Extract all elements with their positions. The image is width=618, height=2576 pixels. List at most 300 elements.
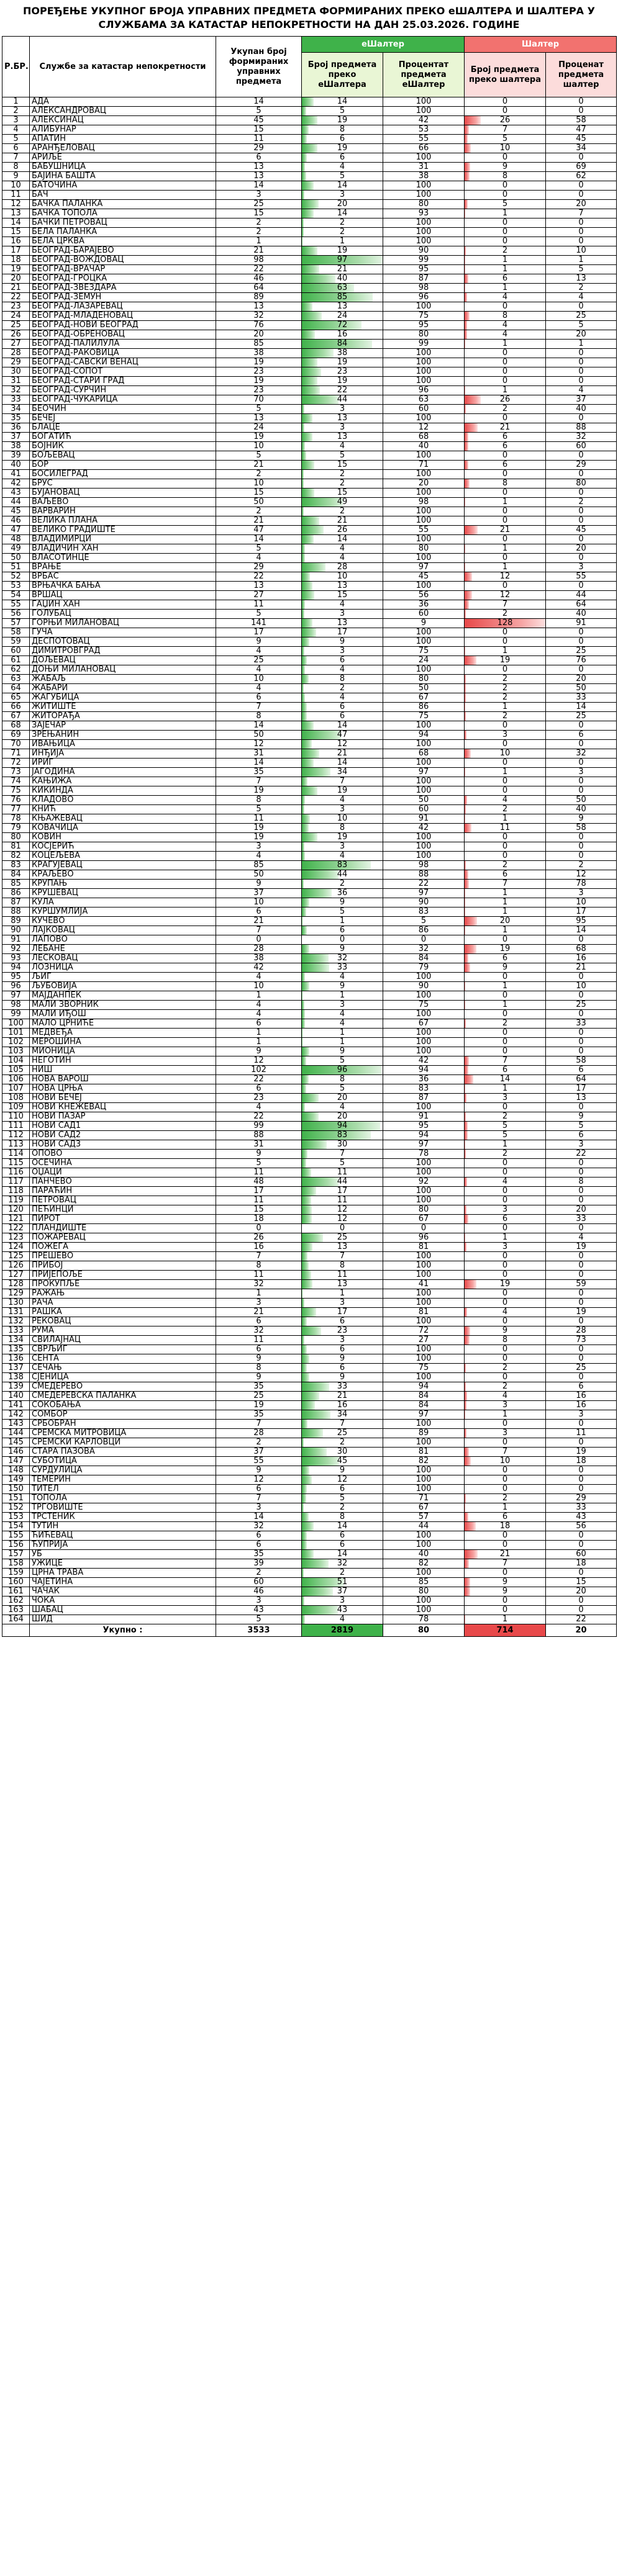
header-group-shalter: Шалтер	[465, 37, 617, 53]
row-s-pct: 7	[546, 209, 617, 218]
s-databar	[465, 917, 477, 925]
row-s-count: 2	[465, 246, 546, 256]
row-e-count: 21	[302, 516, 383, 526]
e-databar	[302, 181, 314, 190]
row-total: 10	[216, 675, 302, 684]
table-row	[2, 600, 617, 610]
row-rb: 101	[2, 1029, 30, 1038]
row-e-pct: 97	[383, 1410, 465, 1420]
row-total: 9	[216, 1354, 302, 1364]
row-s-pct: 5	[546, 321, 617, 330]
row-service: БАЧ	[30, 191, 216, 200]
e-databar	[302, 563, 325, 572]
row-rb: 80	[2, 833, 30, 842]
row-s-count: 0	[465, 777, 546, 786]
row-e-pct: 20	[383, 479, 465, 489]
row-total: 18	[216, 1215, 302, 1224]
e-databar	[302, 1299, 304, 1307]
row-rb: 18	[2, 256, 30, 265]
row-e-count: 19	[302, 377, 383, 386]
row-rb: 151	[2, 1494, 30, 1503]
row-e-pct: 84	[383, 1392, 465, 1401]
row-s-count: 5	[465, 1122, 546, 1131]
row-service: КЛАДОВО	[30, 796, 216, 805]
row-e-count: 14	[302, 97, 383, 107]
e-databar	[302, 1280, 312, 1289]
row-service: БУЈАНОВАЦ	[30, 489, 216, 498]
row-total: 5	[216, 451, 302, 461]
row-total: 1	[216, 1289, 302, 1299]
e-databar	[302, 684, 304, 693]
row-service: ПРИБОЈ	[30, 1261, 216, 1271]
s-databar	[465, 144, 471, 153]
table-row	[2, 1056, 617, 1066]
table-row	[2, 1187, 617, 1196]
row-e-count: 19	[302, 833, 383, 842]
row-s-pct: 0	[546, 228, 617, 237]
row-s-count: 21	[465, 1550, 546, 1559]
row-rb: 44	[2, 498, 30, 507]
row-service: БЕОГРАД-ОБРЕНОВАЦ	[30, 330, 216, 340]
row-s-pct: 0	[546, 991, 617, 1001]
row-rb: 135	[2, 1345, 30, 1354]
row-rb: 13	[2, 209, 30, 218]
row-service: ВЛАДИМИРЦИ	[30, 535, 216, 544]
row-e-pct: 100	[383, 740, 465, 749]
e-databar	[302, 302, 312, 311]
row-total: 6	[216, 693, 302, 703]
row-total: 25	[216, 1392, 302, 1401]
row-total: 4	[216, 1103, 302, 1112]
row-rb: 153	[2, 1513, 30, 1522]
row-s-count: 0	[465, 1159, 546, 1168]
row-service: КРАГУЈЕВАЦ	[30, 861, 216, 870]
row-total: 19	[216, 1401, 302, 1410]
row-e-pct: 84	[383, 954, 465, 963]
row-s-count: 2	[465, 684, 546, 693]
row-s-pct: 4	[546, 293, 617, 302]
row-e-pct: 100	[383, 1438, 465, 1448]
row-rb: 9	[2, 172, 30, 181]
table-row	[2, 479, 617, 489]
row-s-count: 0	[465, 1187, 546, 1196]
row-s-pct: 0	[546, 97, 617, 107]
s-databar	[465, 321, 467, 330]
row-s-count: 8	[465, 172, 546, 181]
row-s-count: 0	[465, 1373, 546, 1382]
row-s-count: 2	[465, 1019, 546, 1029]
table-row	[2, 675, 617, 684]
e-databar	[302, 721, 314, 730]
s-databar	[465, 1150, 466, 1158]
s-databar	[465, 1550, 478, 1559]
row-s-count: 4	[465, 330, 546, 340]
row-rb: 91	[2, 935, 30, 945]
s-databar	[465, 1448, 469, 1456]
row-s-count: 6	[465, 433, 546, 442]
e-databar	[302, 1485, 307, 1493]
row-service: ПАНЧЕВО	[30, 1178, 216, 1187]
row-service: МЕДВЕЂА	[30, 1029, 216, 1038]
row-e-count: 44	[302, 1178, 383, 1187]
row-rb: 41	[2, 470, 30, 479]
row-rb: 31	[2, 377, 30, 386]
row-e-count: 3	[302, 1001, 383, 1010]
row-total: 11	[216, 814, 302, 824]
row-service: БОСИЛЕГРАД	[30, 470, 216, 479]
row-rb: 10	[2, 181, 30, 191]
table-row	[2, 265, 617, 274]
e-databar	[302, 489, 314, 497]
row-s-count: 4	[465, 321, 546, 330]
e-databar	[302, 1243, 312, 1251]
row-rb: 152	[2, 1503, 30, 1513]
row-e-count: 14	[302, 535, 383, 544]
row-rb: 137	[2, 1364, 30, 1373]
s-databar	[465, 1205, 466, 1214]
row-e-count: 5	[302, 107, 383, 116]
row-s-pct: 58	[546, 1056, 617, 1066]
row-e-count: 9	[302, 898, 383, 907]
row-total: 46	[216, 274, 302, 284]
total-row	[2, 1624, 617, 1637]
row-total: 15	[216, 1205, 302, 1215]
row-e-pct: 81	[383, 1308, 465, 1317]
row-e-count: 23	[302, 1326, 383, 1336]
row-total: 6	[216, 153, 302, 163]
row-rb: 14	[2, 218, 30, 228]
row-s-count: 0	[465, 1541, 546, 1550]
row-total: 13	[216, 172, 302, 181]
row-rb: 95	[2, 973, 30, 982]
row-s-count: 0	[465, 451, 546, 461]
row-rb: 136	[2, 1354, 30, 1364]
row-s-pct: 0	[546, 1420, 617, 1429]
row-s-pct: 0	[546, 665, 617, 675]
table-row	[2, 1215, 617, 1224]
row-rb: 115	[2, 1159, 30, 1168]
row-e-count: 1	[302, 1029, 383, 1038]
row-service: ГУЧА	[30, 628, 216, 637]
table-row	[2, 572, 617, 582]
row-e-count: 9	[302, 1373, 383, 1382]
row-rb: 142	[2, 1410, 30, 1420]
table-row	[2, 1503, 617, 1513]
s-databar	[465, 1066, 468, 1074]
row-e-pct: 9	[383, 619, 465, 628]
row-e-count: 1	[302, 917, 383, 926]
row-e-pct: 100	[383, 1596, 465, 1606]
row-s-count: 7	[465, 1448, 546, 1457]
row-s-pct: 0	[546, 1038, 617, 1047]
row-rb: 26	[2, 330, 30, 340]
e-databar	[302, 1215, 312, 1223]
row-total: 27	[216, 591, 302, 600]
row-e-count: 40	[302, 274, 383, 284]
e-databar	[302, 1494, 306, 1503]
row-rb: 123	[2, 1233, 30, 1243]
row-e-count: 25	[302, 1233, 383, 1243]
table-row	[2, 1084, 617, 1094]
table-row	[2, 1233, 617, 1243]
row-s-count: 1	[465, 889, 546, 898]
row-e-count: 1	[302, 237, 383, 246]
table-row	[2, 1019, 617, 1029]
e-databar	[302, 814, 310, 823]
row-total: 10	[216, 982, 302, 991]
row-e-pct: 100	[383, 1047, 465, 1056]
row-rb: 160	[2, 1578, 30, 1587]
row-s-pct: 47	[546, 125, 617, 135]
row-total: 14	[216, 759, 302, 768]
row-e-count: 4	[302, 852, 383, 861]
row-e-count: 6	[302, 703, 383, 712]
row-e-count: 26	[302, 526, 383, 535]
table-row	[2, 1466, 617, 1475]
row-s-count: 0	[465, 935, 546, 945]
row-s-pct: 0	[546, 358, 617, 367]
row-service: НОВА ВАРОШ	[30, 1075, 216, 1084]
table-row	[2, 1196, 617, 1205]
table-row	[2, 1615, 617, 1624]
row-e-count: 83	[302, 1131, 383, 1140]
row-rb: 51	[2, 563, 30, 572]
row-rb: 162	[2, 1596, 30, 1606]
row-e-pct: 91	[383, 1112, 465, 1122]
row-rb: 96	[2, 982, 30, 991]
row-s-pct: 0	[546, 1485, 617, 1494]
e-databar	[302, 824, 309, 832]
s-databar	[465, 600, 469, 609]
row-total: 12	[216, 1475, 302, 1485]
s-databar	[465, 656, 476, 665]
row-e-count: 96	[302, 1066, 383, 1075]
row-e-pct: 96	[383, 386, 465, 395]
row-s-count: 3	[465, 1205, 546, 1215]
row-s-pct: 0	[546, 1159, 617, 1168]
row-e-pct: 0	[383, 1224, 465, 1233]
row-e-count: 6	[302, 135, 383, 144]
table-row	[2, 1010, 617, 1019]
row-s-count: 4	[465, 1308, 546, 1317]
row-s-pct: 20	[546, 1205, 617, 1215]
row-s-count: 4	[465, 1392, 546, 1401]
table-row	[2, 1075, 617, 1084]
row-s-pct: 0	[546, 489, 617, 498]
s-databar	[465, 172, 470, 181]
row-total: 5	[216, 805, 302, 814]
table-row	[2, 1606, 617, 1615]
row-e-pct: 100	[383, 1541, 465, 1550]
row-s-pct: 88	[546, 423, 617, 433]
row-service: РАЧА	[30, 1299, 216, 1308]
e-databar	[302, 796, 305, 804]
row-e-pct: 31	[383, 163, 465, 172]
table-row	[2, 1122, 617, 1131]
row-s-pct: 58	[546, 824, 617, 833]
row-service: АЛЕКСИНАЦ	[30, 116, 216, 125]
row-e-pct: 100	[383, 358, 465, 367]
table-row	[2, 1289, 617, 1299]
row-total: 31	[216, 749, 302, 759]
row-e-count: 36	[302, 889, 383, 898]
row-e-pct: 45	[383, 572, 465, 582]
e-databar	[302, 1541, 307, 1549]
row-service: МЕРОШИНА	[30, 1038, 216, 1047]
e-databar	[302, 1103, 305, 1112]
row-e-pct: 93	[383, 209, 465, 218]
row-e-pct: 100	[383, 582, 465, 591]
table-row	[2, 1429, 617, 1438]
row-rb: 65	[2, 693, 30, 703]
row-total: 35	[216, 768, 302, 777]
row-rb: 69	[2, 731, 30, 740]
row-s-count: 20	[465, 917, 546, 926]
row-total: 32	[216, 1326, 302, 1336]
table-row	[2, 1178, 617, 1187]
row-s-count: 1	[465, 907, 546, 917]
row-total: 1	[216, 991, 302, 1001]
e-databar	[302, 470, 304, 479]
row-e-pct: 53	[383, 125, 465, 135]
row-service: БРУС	[30, 479, 216, 489]
row-rb: 94	[2, 963, 30, 973]
row-service: ГОРЊИ МИЛАНОВАЦ	[30, 619, 216, 628]
s-databar	[465, 433, 468, 441]
row-rb: 164	[2, 1615, 30, 1624]
row-e-pct: 100	[383, 218, 465, 228]
row-s-pct: 9	[546, 1112, 617, 1122]
row-total: 55	[216, 1457, 302, 1466]
row-rb: 62	[2, 665, 30, 675]
e-databar	[302, 805, 304, 814]
row-rb: 93	[2, 954, 30, 963]
s-databar	[465, 1494, 466, 1503]
row-e-count: 28	[302, 563, 383, 572]
row-e-count: 14	[302, 759, 383, 768]
row-e-count: 19	[302, 116, 383, 125]
row-rb: 55	[2, 600, 30, 610]
table-row	[2, 218, 617, 228]
row-e-count: 4	[302, 554, 383, 563]
row-s-count: 18	[465, 1522, 546, 1531]
row-total: 4	[216, 1010, 302, 1019]
row-s-pct: 4	[546, 1233, 617, 1243]
row-s-pct: 43	[546, 1513, 617, 1522]
row-e-count: 30	[302, 1448, 383, 1457]
row-s-pct: 0	[546, 1569, 617, 1578]
row-e-count: 5	[302, 172, 383, 181]
e-databar	[302, 954, 329, 963]
row-s-pct: 3	[546, 1140, 617, 1150]
row-rb: 159	[2, 1569, 30, 1578]
row-s-count: 1	[465, 982, 546, 991]
e-databar	[302, 675, 309, 683]
row-total: 13	[216, 302, 302, 312]
row-rb: 149	[2, 1475, 30, 1485]
table-row	[2, 805, 617, 814]
e-databar	[302, 1457, 339, 1466]
row-s-pct: 0	[546, 451, 617, 461]
row-s-pct: 16	[546, 1392, 617, 1401]
row-s-count: 2	[465, 405, 546, 414]
row-e-pct: 86	[383, 926, 465, 935]
row-e-pct: 100	[383, 1299, 465, 1308]
row-s-count: 0	[465, 786, 546, 796]
row-rb: 6	[2, 144, 30, 153]
row-e-count: 5	[302, 1159, 383, 1168]
row-rb: 1	[2, 97, 30, 107]
row-service: КОСЈЕРИЋ	[30, 842, 216, 852]
row-s-pct: 33	[546, 1019, 617, 1029]
e-databar	[302, 1364, 307, 1372]
row-rb: 121	[2, 1215, 30, 1224]
row-s-count: 6	[465, 1215, 546, 1224]
row-rb: 4	[2, 125, 30, 135]
row-e-count: 0	[302, 1224, 383, 1233]
row-s-count: 19	[465, 1280, 546, 1289]
row-s-pct: 91	[546, 619, 617, 628]
row-e-count: 97	[302, 256, 383, 265]
e-databar	[302, 731, 341, 739]
row-e-count: 13	[302, 619, 383, 628]
row-e-count: 2	[302, 880, 383, 889]
row-service: ТРГОВИШТЕ	[30, 1503, 216, 1513]
table-body	[2, 97, 617, 1624]
s-databar	[465, 423, 478, 432]
row-rb: 45	[2, 507, 30, 516]
row-service: ВРАЊЕ	[30, 563, 216, 572]
e-databar	[302, 889, 332, 898]
row-s-pct: 0	[546, 302, 617, 312]
table-row	[2, 982, 617, 991]
table-row	[2, 321, 617, 330]
header-row-groups	[2, 37, 617, 53]
table-row	[2, 1494, 617, 1503]
row-service: ВРШАЦ	[30, 591, 216, 600]
table-row	[2, 200, 617, 209]
row-e-pct: 75	[383, 312, 465, 321]
row-total: 76	[216, 321, 302, 330]
row-s-pct: 3	[546, 768, 617, 777]
table-row	[2, 1317, 617, 1326]
row-s-pct: 69	[546, 163, 617, 172]
table-row	[2, 144, 617, 153]
row-e-count: 19	[302, 786, 383, 796]
row-service: ВРБАС	[30, 572, 216, 582]
e-databar	[302, 1559, 329, 1568]
row-rb: 24	[2, 312, 30, 321]
e-databar	[302, 1410, 330, 1419]
s-databar	[465, 479, 470, 488]
table-row	[2, 991, 617, 1001]
row-service: БАБУШНИЦА	[30, 163, 216, 172]
s-databar	[465, 163, 470, 171]
row-s-pct: 68	[546, 945, 617, 954]
row-total: 21	[216, 246, 302, 256]
row-service: ЦРНА ТРАВА	[30, 1569, 216, 1578]
row-rb: 53	[2, 582, 30, 591]
row-service: КАЊИЖА	[30, 777, 216, 786]
table-row	[2, 1224, 617, 1233]
row-e-pct: 100	[383, 777, 465, 786]
table-row	[2, 1252, 617, 1261]
e-databar	[302, 740, 312, 749]
row-e-count: 4	[302, 1615, 383, 1624]
row-service: КОВАЧИЦА	[30, 824, 216, 833]
row-s-pct: 0	[546, 535, 617, 544]
table-row	[2, 1326, 617, 1336]
